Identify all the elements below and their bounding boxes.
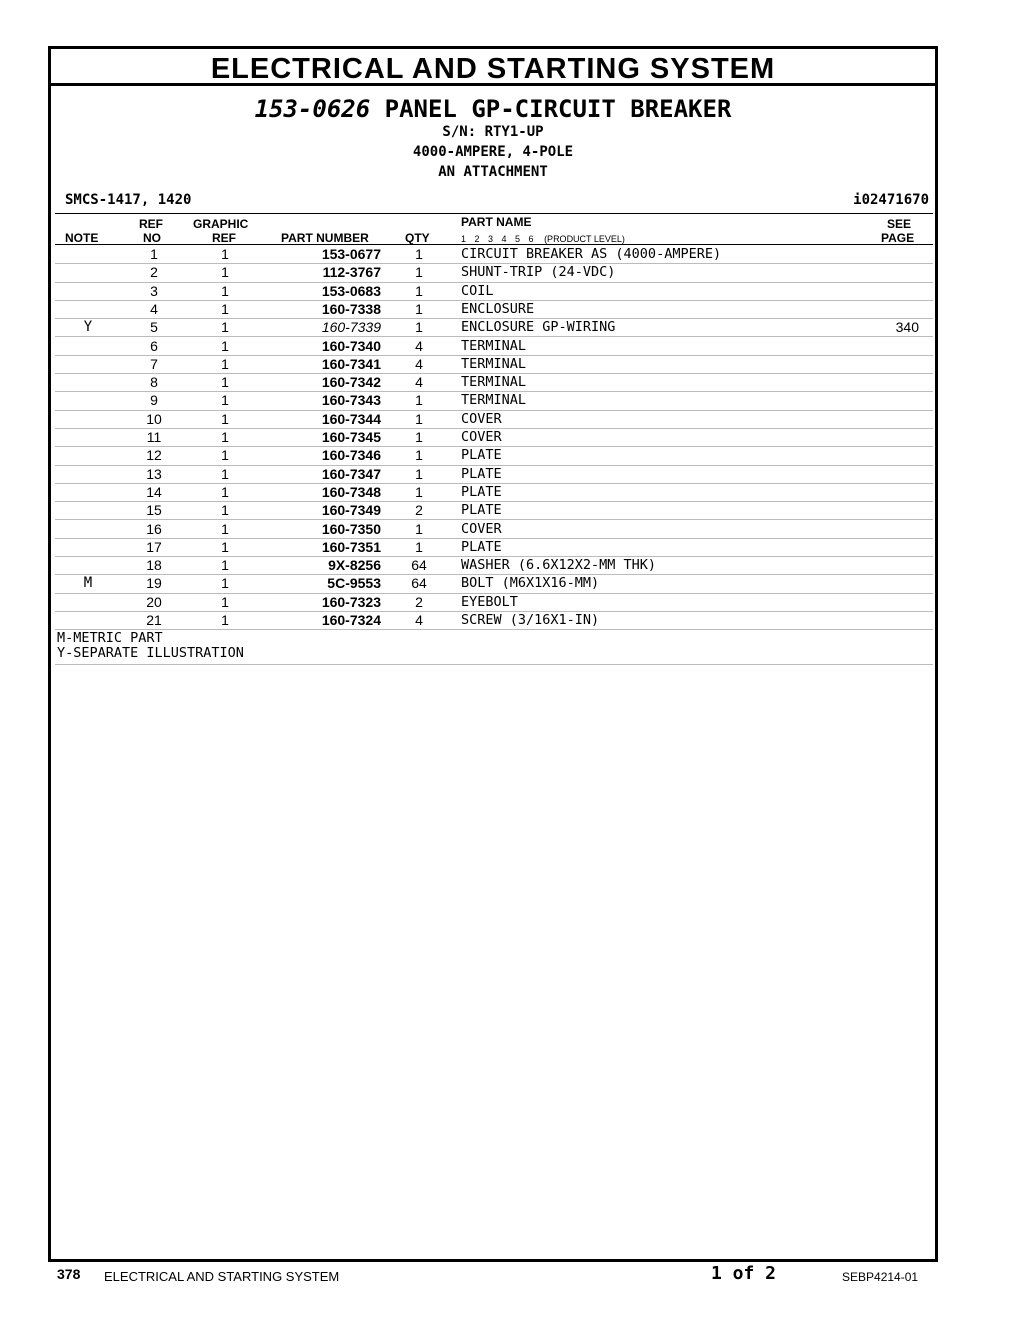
part-name-cell: COVER <box>461 410 502 427</box>
serial-number: S/N: RTY1-UP <box>442 124 544 140</box>
footer-page-number: 378 <box>57 1266 81 1282</box>
graphic-ref-cell: 1 <box>221 593 229 610</box>
graphic-ref-cell: 1 <box>221 374 229 391</box>
table-row <box>55 483 933 502</box>
note-cell: Y <box>83 319 93 336</box>
part-number-link[interactable]: 160-7348 <box>321 483 381 500</box>
part-number-link[interactable]: 160-7350 <box>321 520 381 537</box>
qty-cell: 2 <box>415 502 423 519</box>
table-row <box>55 373 933 392</box>
part-title <box>51 95 935 123</box>
product-level-numbers: 1 2 3 4 5 6 <box>461 234 534 244</box>
qty-cell: 1 <box>415 447 423 464</box>
part-number-link[interactable]: 160-7324 <box>321 612 381 628</box>
illustration-id: i02471670 <box>853 192 929 208</box>
qty-cell: 1 <box>415 520 423 537</box>
table-row <box>55 446 933 465</box>
ref-no-cell: 17 <box>146 538 162 555</box>
table-row <box>55 556 933 575</box>
ref-no-cell: 18 <box>146 557 162 574</box>
part-number-link[interactable]: 160-7340 <box>321 337 381 354</box>
header-rule <box>55 213 933 214</box>
part-number-link[interactable]: 9X-8256 <box>328 557 381 574</box>
ref-no-cell: 4 <box>150 300 158 317</box>
table-row <box>55 520 933 539</box>
part-name-cell: SHUNT-TRIP (24-VDC) <box>461 264 616 281</box>
graphic-ref-cell: 1 <box>221 538 229 555</box>
qty-cell: 2 <box>415 593 423 610</box>
col-header-part-number: PART NUMBER <box>281 231 369 245</box>
part-name-cell: PLATE <box>461 502 502 519</box>
part-number-link[interactable]: 160-7347 <box>321 465 381 482</box>
table-row <box>55 501 933 520</box>
note-cell: M <box>83 575 93 592</box>
ref-no-cell: 20 <box>146 593 162 610</box>
part-name-cell: EYEBOLT <box>461 593 518 610</box>
footer-sheet: 1 of 2 <box>711 1263 777 1284</box>
graphic-ref-cell: 1 <box>221 483 229 500</box>
part-name-cell: TERMINAL <box>461 355 527 372</box>
table-row <box>55 391 933 410</box>
graphic-ref-cell: 1 <box>221 502 229 519</box>
qty-cell: 4 <box>415 337 423 354</box>
col-header-graphic-bottom: REF <box>212 231 236 245</box>
graphic-ref-cell: 1 <box>221 447 229 464</box>
table-row <box>55 245 933 264</box>
graphic-ref-cell: 1 <box>221 465 229 482</box>
table-row <box>55 611 933 630</box>
ref-no-cell: 8 <box>150 374 158 391</box>
note-legend-item: M-METRIC PART <box>57 630 163 647</box>
part-number-link[interactable]: 160-7341 <box>321 355 381 372</box>
qty-cell: 64 <box>411 557 427 574</box>
part-name-cell: CIRCUIT BREAKER AS (4000-AMPERE) <box>461 246 722 262</box>
part-number-link[interactable]: 160-7349 <box>321 502 381 519</box>
graphic-ref-cell: 1 <box>221 246 229 262</box>
ref-no-cell: 13 <box>146 465 162 482</box>
part-description-2: AN ATTACHMENT <box>438 164 548 180</box>
graphic-ref-cell: 1 <box>221 300 229 317</box>
see-page-link[interactable]: 340 <box>895 319 919 336</box>
table-row <box>55 574 933 593</box>
ref-no-cell: 1 <box>150 246 158 262</box>
part-title-name: PANEL GP-CIRCUIT BREAKER <box>384 95 732 123</box>
part-number-link[interactable]: 153-0677 <box>321 246 381 262</box>
qty-cell: 1 <box>415 538 423 555</box>
graphic-ref-cell: 1 <box>221 319 229 336</box>
ref-no-cell: 16 <box>146 520 162 537</box>
part-number-link[interactable]: 160-7346 <box>321 447 381 464</box>
ref-no-cell: 7 <box>150 355 158 372</box>
ref-no-cell: 12 <box>146 447 162 464</box>
graphic-ref-cell: 1 <box>221 264 229 281</box>
graphic-ref-cell: 1 <box>221 392 229 409</box>
qty-cell: 1 <box>415 483 423 500</box>
graphic-ref-cell: 1 <box>221 355 229 372</box>
ref-no-cell: 11 <box>146 429 162 445</box>
part-number-link[interactable]: 160-7323 <box>321 593 381 610</box>
part-number-link[interactable]: 160-7343 <box>321 392 381 409</box>
table-row <box>55 337 933 356</box>
part-name-cell: PLATE <box>461 465 502 482</box>
graphic-ref-cell: 1 <box>221 429 229 445</box>
part-number-link[interactable]: 112-3767 <box>322 264 381 281</box>
part-name-cell: ENCLOSURE <box>461 300 535 317</box>
part-title-number[interactable]: 153-0626 <box>254 95 371 123</box>
qty-cell: 1 <box>415 410 423 427</box>
ref-no-cell: 14 <box>146 483 162 500</box>
part-name-cell: TERMINAL <box>461 374 527 391</box>
table-row <box>55 282 933 301</box>
smcs-codes: SMCS-1417, 1420 <box>65 192 192 208</box>
part-description-1: 4000-AMPERE, 4-POLE <box>412 144 574 160</box>
notes-rule <box>55 664 933 665</box>
col-header-ref-bottom: NO <box>143 231 161 245</box>
part-name-cell: WASHER (6.6X12X2-MM THK) <box>461 557 657 574</box>
qty-cell: 1 <box>415 246 423 262</box>
part-name-cell: PLATE <box>461 483 502 500</box>
col-header-see-top: SEE <box>887 217 912 231</box>
col-header-qty: QTY <box>405 231 430 245</box>
col-header-ref-top: REF <box>139 217 163 231</box>
qty-cell: 1 <box>415 392 423 409</box>
part-number-link[interactable]: 153-0683 <box>321 282 381 299</box>
graphic-ref-cell: 1 <box>221 520 229 537</box>
part-number-link[interactable]: 160-7338 <box>321 300 381 317</box>
table-row <box>55 318 933 337</box>
note-legend-item: Y-SEPARATE ILLUSTRATION <box>57 645 244 662</box>
part-name-cell: ENCLOSURE GP-WIRING <box>461 319 616 336</box>
qty-cell: 4 <box>415 355 423 372</box>
graphic-ref-cell: 1 <box>221 337 229 354</box>
ref-no-cell: 5 <box>150 319 158 336</box>
col-header-part-name: PART NAME <box>461 215 532 229</box>
page-frame <box>48 46 938 1262</box>
graphic-ref-cell: 1 <box>221 282 229 299</box>
ref-no-cell: 10 <box>146 410 162 427</box>
part-number-link[interactable]: 5C-9553 <box>327 575 381 592</box>
qty-cell: 4 <box>415 612 423 628</box>
table-row <box>55 428 933 447</box>
graphic-ref-cell: 1 <box>221 575 229 592</box>
product-level-indicator <box>461 234 625 244</box>
qty-cell: 4 <box>415 374 423 391</box>
part-number-link[interactable]: 160-7344 <box>321 410 381 427</box>
ref-no-cell: 6 <box>150 337 158 354</box>
part-number-link[interactable]: 160-7345 <box>321 429 381 445</box>
qty-cell: 1 <box>415 465 423 482</box>
table-row <box>55 538 933 557</box>
graphic-ref-cell: 1 <box>221 557 229 574</box>
table-row <box>55 300 933 319</box>
part-number-link[interactable]: 160-7342 <box>321 374 381 391</box>
part-number-link[interactable]: 160-7339 <box>321 319 381 336</box>
part-name-cell: COVER <box>461 429 502 445</box>
table-row <box>55 410 933 429</box>
qty-cell: 1 <box>415 300 423 317</box>
part-name-cell: PLATE <box>461 447 502 464</box>
qty-cell: 1 <box>415 319 423 336</box>
qty-cell: 1 <box>415 282 423 299</box>
qty-cell: 64 <box>411 575 427 592</box>
graphic-ref-cell: 1 <box>221 612 229 628</box>
part-name-cell: BOLT (M6X1X16-MM) <box>461 575 600 592</box>
footer-title: ELECTRICAL AND STARTING SYSTEM <box>104 1269 340 1284</box>
part-name-cell: SCREW (3/16X1-IN) <box>461 612 600 628</box>
col-header-see-bottom: PAGE <box>881 231 915 245</box>
part-name-cell: TERMINAL <box>461 337 527 354</box>
product-level-label: (PRODUCT LEVEL) <box>544 234 625 244</box>
section-title-rule <box>51 83 935 86</box>
col-header-note: NOTE <box>65 231 99 245</box>
qty-cell: 1 <box>415 264 423 281</box>
table-row <box>55 355 933 374</box>
footer-doc-number: SEBP4214-01 <box>842 1270 919 1284</box>
part-name-cell: COVER <box>461 520 502 537</box>
ref-no-cell: 21 <box>146 612 162 628</box>
qty-cell: 1 <box>415 429 423 445</box>
ref-no-cell: 9 <box>150 392 158 409</box>
ref-no-cell: 15 <box>146 502 162 519</box>
graphic-ref-cell: 1 <box>221 410 229 427</box>
part-name-cell: COIL <box>461 282 494 299</box>
part-number-link[interactable]: 160-7351 <box>321 538 381 555</box>
ref-no-cell: 3 <box>150 282 158 299</box>
table-row <box>55 593 933 612</box>
ref-no-cell: 2 <box>150 264 158 281</box>
ref-no-cell: 19 <box>146 575 162 592</box>
table-row <box>55 465 933 484</box>
part-name-cell: TERMINAL <box>461 392 527 409</box>
section-title: ELECTRICAL AND STARTING SYSTEM <box>210 53 776 85</box>
table-row <box>55 263 933 282</box>
part-name-cell: PLATE <box>461 538 502 555</box>
col-header-graphic-top: GRAPHIC <box>193 217 249 231</box>
